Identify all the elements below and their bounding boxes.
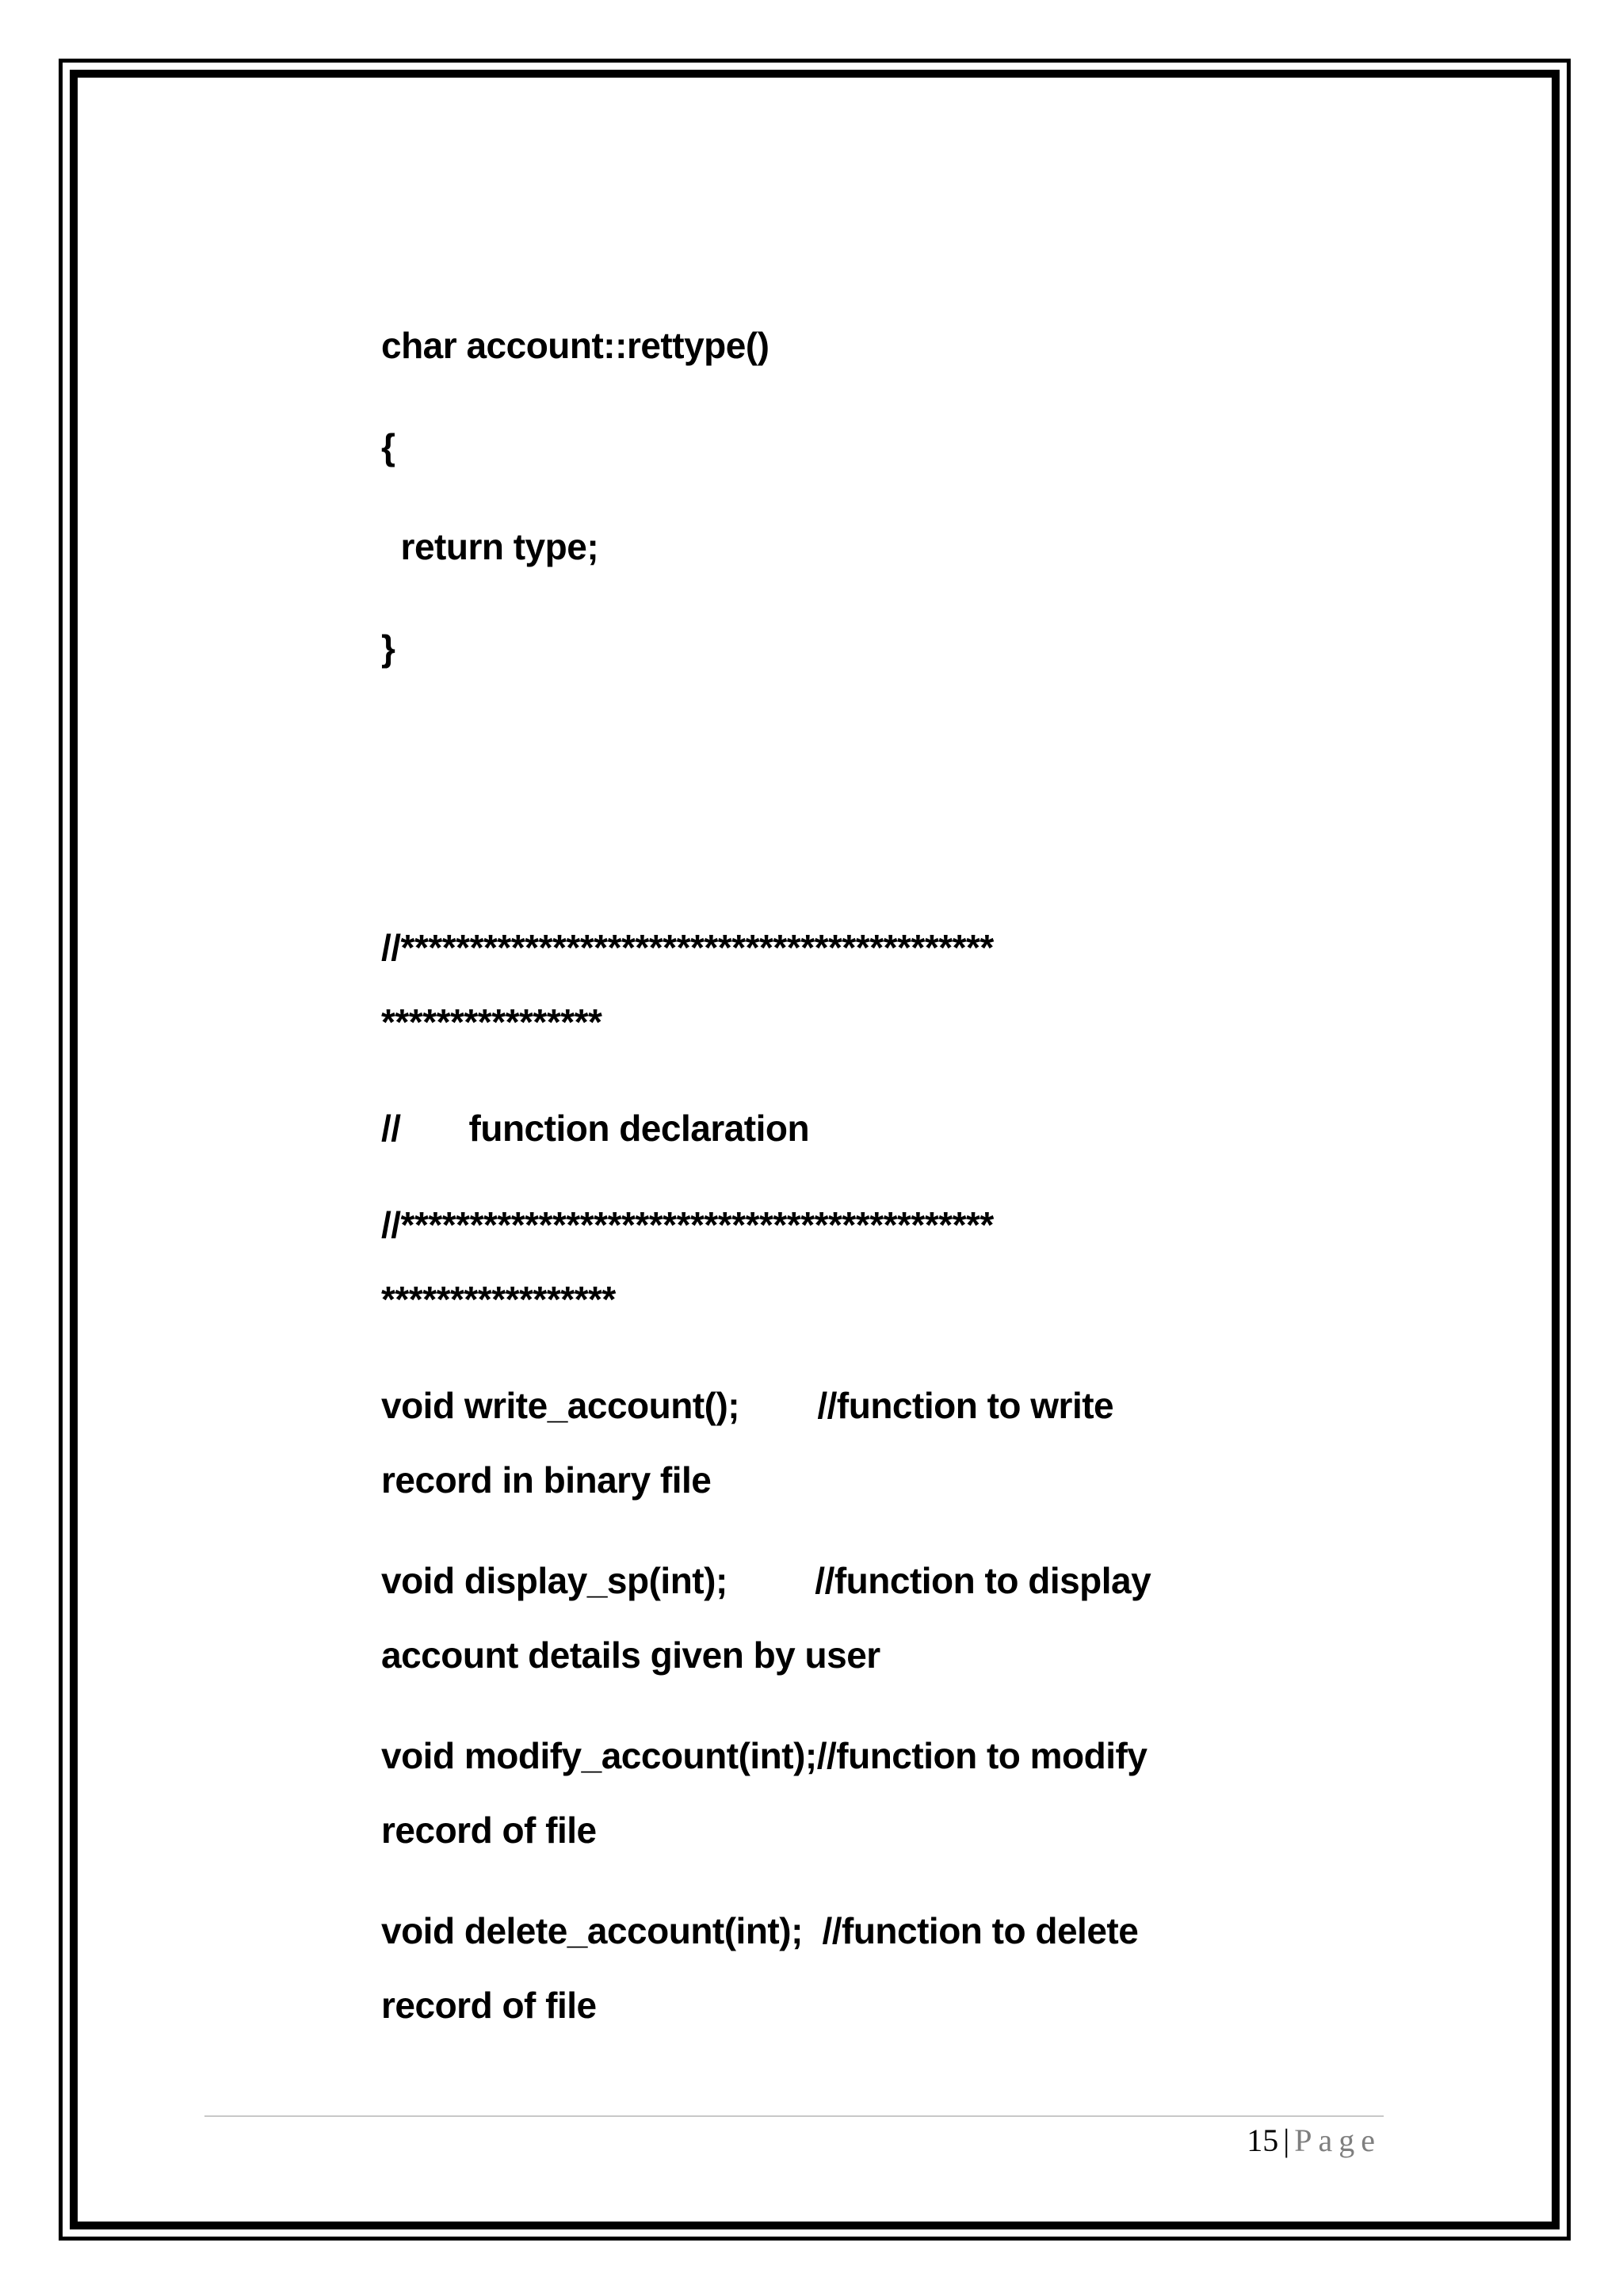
code-line: ****************: [381, 1001, 602, 1043]
code-line: *****************: [381, 1279, 616, 1320]
page-number: 15: [1247, 2122, 1279, 2158]
code-line: void modify_account(int);//function to modify: [381, 1735, 1148, 1776]
code-line: record of file: [381, 1985, 597, 2026]
code-line: //*******************************************: [381, 927, 994, 968]
code-line: void write_account(); //function to write: [381, 1385, 1114, 1426]
page-footer: [1247, 2117, 1381, 2164]
footer-separator: |: [1283, 2122, 1290, 2158]
page-border-inner: [70, 70, 1560, 2229]
footer-divider: [204, 2115, 1384, 2117]
code-line: record of file: [381, 1810, 597, 1851]
code-line: record in binary file: [381, 1459, 712, 1501]
code-line: // function declaration: [381, 1108, 810, 1149]
code-line: void display_sp(int); //function to display: [381, 1560, 1151, 1601]
code-line: char account::rettype(): [381, 325, 769, 366]
code-line: {: [381, 426, 395, 467]
code-line: void delete_account(int); //function to delete: [381, 1910, 1139, 1951]
code-line: }: [381, 627, 395, 669]
code-line: account details given by user: [381, 1634, 880, 1676]
code-line: //*******************************************: [381, 1204, 994, 1245]
code-line: return type;: [381, 526, 599, 567]
page-label: Page: [1294, 2122, 1381, 2158]
